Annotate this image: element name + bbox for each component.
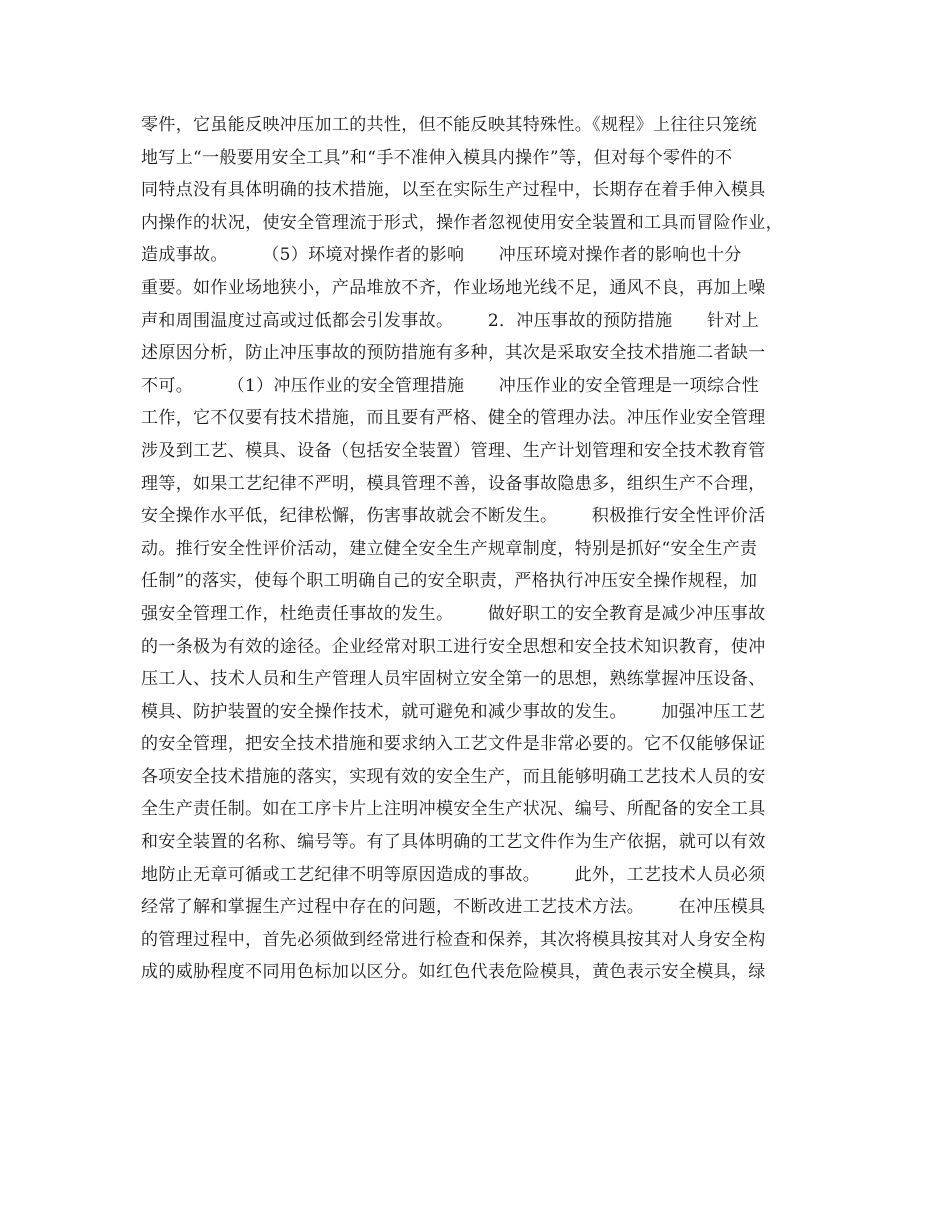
text-line: 理等，如果工艺纪律不严明，模具管理不善，设备事故隐患多，组织生产不合理， xyxy=(141,473,766,494)
text-line: 的一条极为有效的途径。企业经常对职工进行安全思想和安全技术知识教育，使冲 xyxy=(141,636,766,657)
text-line: 压工人、技术人员和生产管理人员牢固树立安全第一的思想，熟练掌握冲压设备、 xyxy=(141,669,766,690)
text-line: 地防止无章可循或工艺纪律不明等原因造成的事故。 此外，工艺技术人员必须 xyxy=(141,864,766,885)
text-line: 声和周围温度过高或过低都会引发事故。 2．冲压事故的预防措施 针对上 xyxy=(141,310,760,331)
text-line: 述原因分析，防止冲压事故的预防措施有多种，其次是采取安全技术措施二者缺一 xyxy=(141,343,766,364)
body-text xyxy=(141,109,821,989)
text-line: 安全操作水平低，纪律松懈，伤害事故就会不断发生。 积极推行安全性评价活 xyxy=(141,506,766,527)
text-line: 零件，它虽能反映冲压加工的共性，但不能反映其特殊性。《规程》上往往只笼统 xyxy=(141,115,758,135)
text-line: 全生产责任制。如在工序卡片上注明冲模安全生产状况、编号、所配备的安全工具 xyxy=(141,799,766,820)
text-line: 强安全管理工作，杜绝责任事故的发生。 做好职工的安全教育是减少冲压事故 xyxy=(141,603,766,624)
text-line: 内操作的状况，使安全管理流于形式，操作者忽视使用安全装置和工具而冒险作业， xyxy=(141,212,783,233)
text-line: 经常了解和掌握生产过程中存在的问题，不断改进工艺技术方法。 在冲压模具 xyxy=(141,897,766,918)
text-line: 的安全管理，把安全技术措施和要求纳入工艺文件是非常必要的。它不仅能够保证 xyxy=(141,734,766,755)
text-line: 成的威胁程度不同用色标加以区分。如红色代表危险模具，黄色表示安全模具，绿 xyxy=(141,962,766,983)
text-line: 各项安全技术措施的落实，实现有效的安全生产，而且能够明确工艺技术人员的安 xyxy=(141,766,766,787)
text-line: 工作，它不仅要有技术措施，而且要有严格、健全的管理办法。冲压作业安全管理 xyxy=(141,408,766,429)
text-line: 动。推行安全性评价活动，建立健全安全生产规章制度，特别是抓好“安全生产责 xyxy=(141,538,758,559)
text-line: 模具、防护装置的安全操作技术，就可避免和减少事故的发生。 加强冲压工艺 xyxy=(141,701,766,722)
text-line: 和安全装置的名称、编号等。有了具体明确的工艺文件作为生产依据，就可以有效 xyxy=(141,832,766,853)
text-line: 任制”的落实，使每个职工明确自己的安全职责，严格执行冲压安全操作规程，加 xyxy=(141,571,758,592)
text-line: 的管理过程中，首先必须做到经常进行检查和保养，其次将模具按其对人身安全构 xyxy=(141,929,766,950)
text-line: 同特点没有具体明确的技术措施，以至在实际生产过程中，长期存在着手伸入模具 xyxy=(141,180,766,201)
text-line: 地写上“一般要用安全工具”和“手不准伸入模具内操作”等，但对每个零件的不 xyxy=(141,147,733,168)
text-line: 造成事故。 （5）环境对操作者的影响 冲压环境对操作者的影响也十分 xyxy=(141,245,742,266)
text-line: 不可。 （1）冲压作业的安全管理措施 冲压作业的安全管理是一项综合性 xyxy=(141,375,760,396)
text-line: 涉及到工艺、模具、设备（包括安全装置）管理、生产计划管理和安全技术教育管 xyxy=(141,440,766,461)
text-line: 重要。如作业场地狭小，产品堆放不齐，作业场地光线不足，通风不良，再加上噪 xyxy=(141,277,766,298)
